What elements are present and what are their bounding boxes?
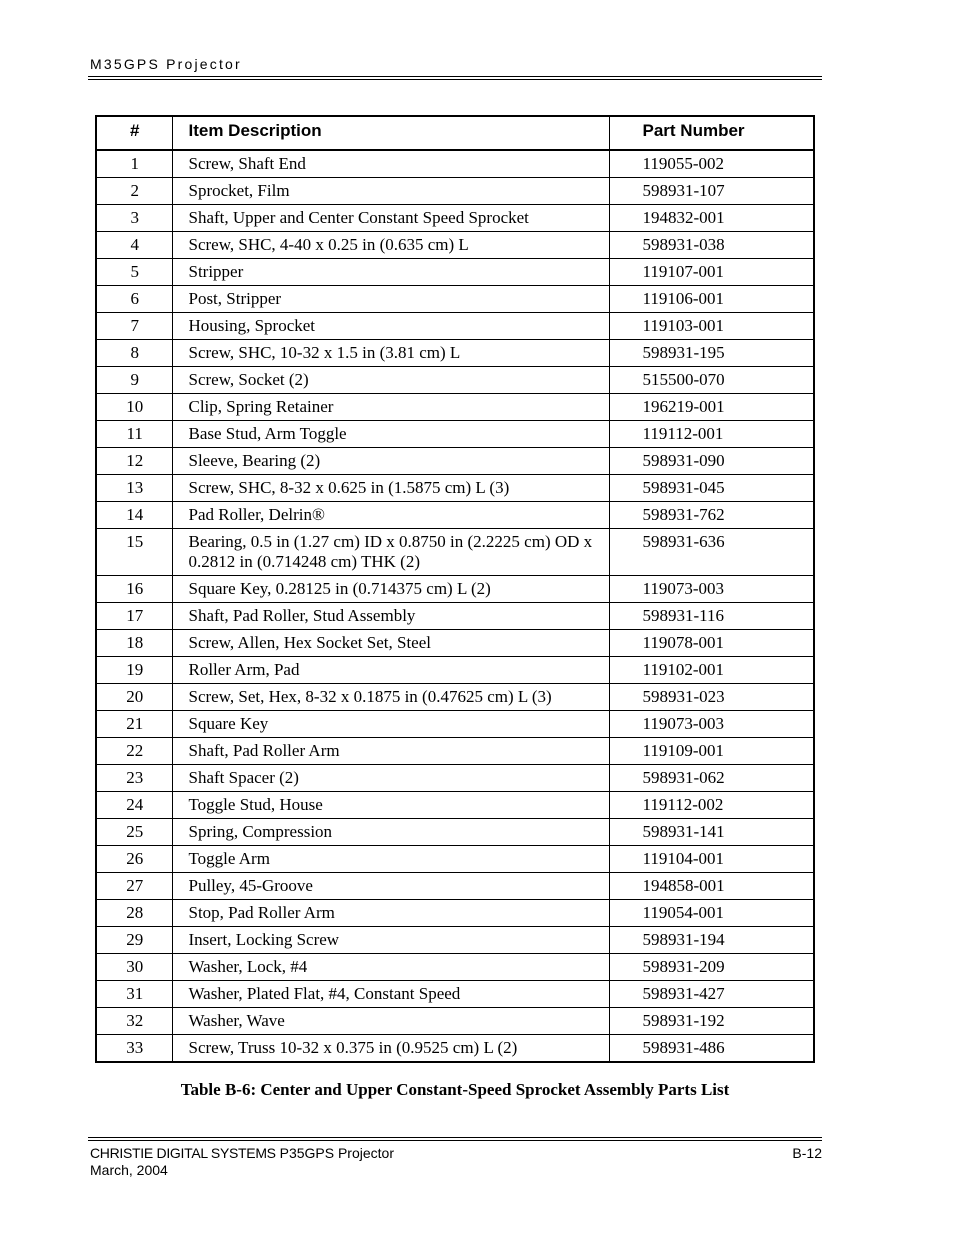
table-row xyxy=(96,150,814,178)
running-header-title: M35GPS Projector xyxy=(90,56,242,72)
table-row xyxy=(96,657,814,684)
item-number-cell: 14 xyxy=(96,502,173,529)
item-description-cell: Shaft, Pad Roller, Stud Assembly xyxy=(173,603,609,630)
item-description-cell: Toggle Stud, House xyxy=(173,792,609,819)
table-row xyxy=(96,448,814,475)
table-row xyxy=(96,765,814,792)
part-number-cell: 598931-116 xyxy=(609,603,814,630)
part-number-cell: 598931-194 xyxy=(609,927,814,954)
item-number-cell: 11 xyxy=(96,421,173,448)
item-number-cell: 9 xyxy=(96,367,173,394)
item-number-cell: 21 xyxy=(96,711,173,738)
item-description-cell: Screw, SHC, 4-40 x 0.25 in (0.635 cm) L xyxy=(173,232,609,259)
item-number-cell: 4 xyxy=(96,232,173,259)
item-description-cell: Stripper xyxy=(173,259,609,286)
item-number-cell: 10 xyxy=(96,394,173,421)
item-description-cell: Pulley, 45-Groove xyxy=(173,873,609,900)
item-number-cell: 16 xyxy=(96,576,173,603)
table-row xyxy=(96,205,814,232)
part-number-cell: 598931-486 xyxy=(609,1035,814,1063)
item-description-cell: Square Key xyxy=(173,711,609,738)
part-number-cell: 119104-001 xyxy=(609,846,814,873)
table-row xyxy=(96,981,814,1008)
item-number-cell: 26 xyxy=(96,846,173,873)
item-description-cell: Housing, Sprocket xyxy=(173,313,609,340)
part-number-cell: 119112-002 xyxy=(609,792,814,819)
footer-brand: CHRISTIE DIGITAL SYSTEMS xyxy=(90,1145,276,1161)
part-number-cell: 119109-001 xyxy=(609,738,814,765)
footer-rule-secondary xyxy=(88,1140,822,1141)
table-caption: Table B-6: Center and Upper Constant-Speed Sprocket Assembly Parts List xyxy=(180,1080,730,1099)
part-number-cell: 598931-107 xyxy=(609,178,814,205)
part-number-cell: 598931-636 xyxy=(609,529,814,576)
item-description-cell: Washer, Plated Flat, #4, Constant Speed xyxy=(173,981,609,1008)
table-row xyxy=(96,738,814,765)
item-description-cell: Washer, Lock, #4 xyxy=(173,954,609,981)
table-row xyxy=(96,340,814,367)
part-number-cell: 515500-070 xyxy=(609,367,814,394)
part-number-cell: 598931-209 xyxy=(609,954,814,981)
part-number-cell: 598931-038 xyxy=(609,232,814,259)
column-header-description: Item Description xyxy=(173,116,609,150)
table-row xyxy=(96,900,814,927)
item-number-cell: 28 xyxy=(96,900,173,927)
item-number-cell: 24 xyxy=(96,792,173,819)
footer-product: P35GPS Projector xyxy=(275,1145,394,1161)
table-row xyxy=(96,819,814,846)
item-number-cell: 32 xyxy=(96,1008,173,1035)
item-description-cell: Screw, Shaft End xyxy=(173,150,609,178)
item-number-cell: 25 xyxy=(96,819,173,846)
part-number-cell: 119055-002 xyxy=(609,150,814,178)
part-number-cell: 119103-001 xyxy=(609,313,814,340)
item-description-cell: Roller Arm, Pad xyxy=(173,657,609,684)
header-rule-secondary xyxy=(88,79,822,80)
part-number-cell: 194832-001 xyxy=(609,205,814,232)
table-row xyxy=(96,1035,814,1063)
table-header-row xyxy=(96,116,814,150)
table-row xyxy=(96,873,814,900)
item-number-cell: 23 xyxy=(96,765,173,792)
item-number-cell: 31 xyxy=(96,981,173,1008)
part-number-cell: 598931-762 xyxy=(609,502,814,529)
footer-page-number: B-12 xyxy=(792,1145,822,1161)
item-description-cell: Screw, Socket (2) xyxy=(173,367,609,394)
item-description-cell: Pad Roller, Delrin® xyxy=(173,502,609,529)
table-row xyxy=(96,421,814,448)
table-row xyxy=(96,927,814,954)
item-description-cell: Sprocket, Film xyxy=(173,178,609,205)
part-number-cell: 598931-195 xyxy=(609,340,814,367)
item-description-cell: Screw, SHC, 8-32 x 0.625 in (1.5875 cm) L (3) xyxy=(173,475,609,502)
part-number-cell: 598931-045 xyxy=(609,475,814,502)
table-row xyxy=(96,630,814,657)
item-description-cell: Screw, SHC, 10-32 x 1.5 in (3.81 cm) L xyxy=(173,340,609,367)
item-number-cell: 33 xyxy=(96,1035,173,1063)
item-number-cell: 17 xyxy=(96,603,173,630)
part-number-cell: 119102-001 xyxy=(609,657,814,684)
item-number-cell: 27 xyxy=(96,873,173,900)
part-number-cell: 119073-003 xyxy=(609,576,814,603)
table-row xyxy=(96,711,814,738)
table-row xyxy=(96,576,814,603)
item-description-cell: Spring, Compression xyxy=(173,819,609,846)
item-description-cell: Square Key, 0.28125 in (0.714375 cm) L (2) xyxy=(173,576,609,603)
item-number-cell: 20 xyxy=(96,684,173,711)
item-description-cell: Shaft Spacer (2) xyxy=(173,765,609,792)
part-number-cell: 598931-062 xyxy=(609,765,814,792)
part-number-cell: 119106-001 xyxy=(609,286,814,313)
part-number-cell: 119073-003 xyxy=(609,711,814,738)
item-number-cell: 13 xyxy=(96,475,173,502)
item-number-cell: 22 xyxy=(96,738,173,765)
item-description-cell: Post, Stripper xyxy=(173,286,609,313)
part-number-cell: 194858-001 xyxy=(609,873,814,900)
table-row xyxy=(96,684,814,711)
parts-list-table xyxy=(95,115,815,1063)
table-row xyxy=(96,367,814,394)
item-description-cell: Insert, Locking Screw xyxy=(173,927,609,954)
item-description-cell: Screw, Set, Hex, 8-32 x 0.1875 in (0.47625 cm) L (3) xyxy=(173,684,609,711)
table-row xyxy=(96,529,814,576)
column-header-part-number: Part Number xyxy=(609,116,814,150)
table-row xyxy=(96,1008,814,1035)
item-description-cell: Screw, Allen, Hex Socket Set, Steel xyxy=(173,630,609,657)
part-number-cell: 119107-001 xyxy=(609,259,814,286)
table-row xyxy=(96,394,814,421)
item-description-cell: Base Stud, Arm Toggle xyxy=(173,421,609,448)
part-number-cell: 598931-023 xyxy=(609,684,814,711)
part-number-cell: 598931-427 xyxy=(609,981,814,1008)
part-number-cell: 119112-001 xyxy=(609,421,814,448)
item-description-cell: Screw, Truss 10-32 x 0.375 in (0.9525 cm) L (2) xyxy=(173,1035,609,1063)
footer-date: March, 2004 xyxy=(90,1162,168,1178)
table-row xyxy=(96,792,814,819)
item-number-cell: 2 xyxy=(96,178,173,205)
item-number-cell: 12 xyxy=(96,448,173,475)
item-number-cell: 18 xyxy=(96,630,173,657)
table-row xyxy=(96,232,814,259)
item-number-cell: 7 xyxy=(96,313,173,340)
footer-left xyxy=(90,1145,394,1179)
table-body xyxy=(96,150,814,1062)
column-header-number: # xyxy=(96,116,173,150)
part-number-cell: 598931-141 xyxy=(609,819,814,846)
table-row xyxy=(96,313,814,340)
item-number-cell: 1 xyxy=(96,150,173,178)
part-number-cell: 598931-192 xyxy=(609,1008,814,1035)
item-number-cell: 19 xyxy=(96,657,173,684)
item-description-cell: Bearing, 0.5 in (1.27 cm) ID x 0.8750 in (2.2225 cm) OD x 0.2812 in (0.714248 cm) THK (2) xyxy=(173,529,609,576)
table-row xyxy=(96,502,814,529)
item-number-cell: 3 xyxy=(96,205,173,232)
item-number-cell: 15 xyxy=(96,529,173,576)
table-row xyxy=(96,603,814,630)
table-row xyxy=(96,954,814,981)
item-description-cell: Shaft, Upper and Center Constant Speed Sprocket xyxy=(173,205,609,232)
part-number-cell: 119054-001 xyxy=(609,900,814,927)
table-row xyxy=(96,259,814,286)
item-number-cell: 8 xyxy=(96,340,173,367)
table-row xyxy=(96,286,814,313)
item-number-cell: 6 xyxy=(96,286,173,313)
item-number-cell: 29 xyxy=(96,927,173,954)
item-description-cell: Sleeve, Bearing (2) xyxy=(173,448,609,475)
item-description-cell: Washer, Wave xyxy=(173,1008,609,1035)
item-description-cell: Toggle Arm xyxy=(173,846,609,873)
part-number-cell: 119078-001 xyxy=(609,630,814,657)
item-description-cell: Stop, Pad Roller Arm xyxy=(173,900,609,927)
table-row xyxy=(96,846,814,873)
item-number-cell: 30 xyxy=(96,954,173,981)
item-description-cell: Clip, Spring Retainer xyxy=(173,394,609,421)
part-number-cell: 196219-001 xyxy=(609,394,814,421)
item-description-cell: Shaft, Pad Roller Arm xyxy=(173,738,609,765)
table-row xyxy=(96,475,814,502)
table-row xyxy=(96,178,814,205)
item-number-cell: 5 xyxy=(96,259,173,286)
header-rule xyxy=(88,76,822,77)
footer-rule xyxy=(88,1137,822,1138)
part-number-cell: 598931-090 xyxy=(609,448,814,475)
